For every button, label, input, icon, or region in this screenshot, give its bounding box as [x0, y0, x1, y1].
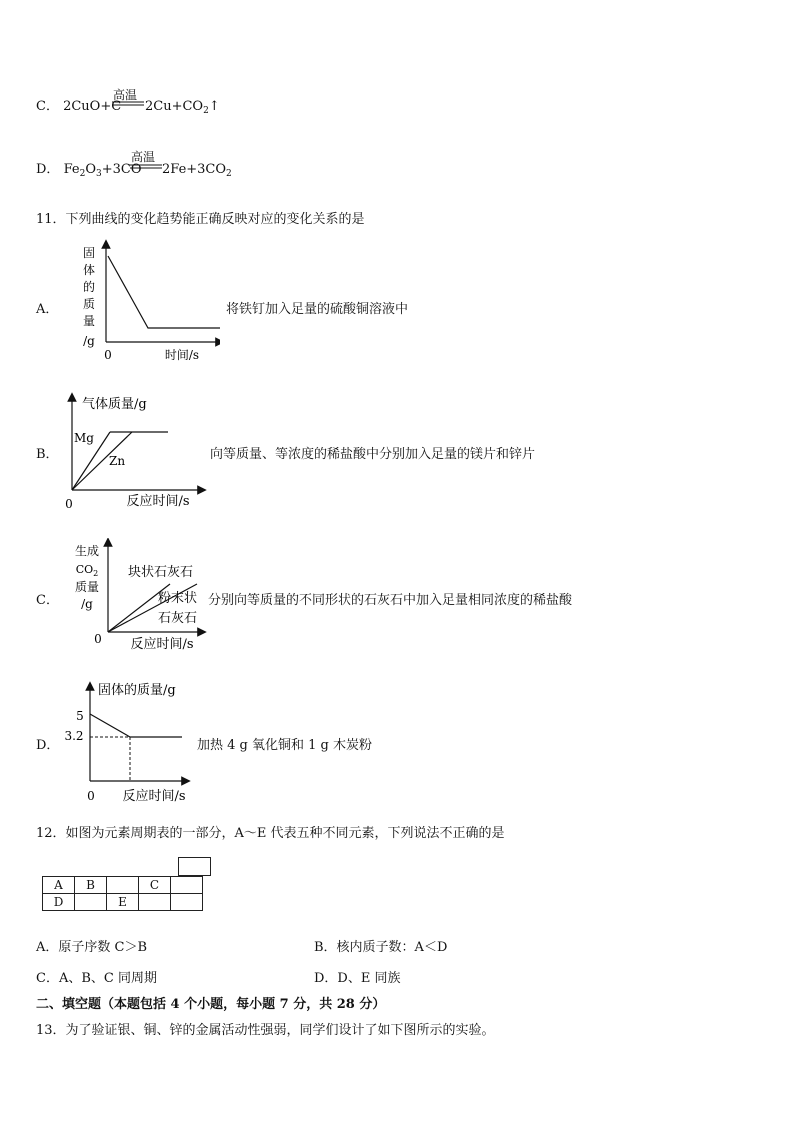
option-b-description: 向等质量、等浓度的稀盐酸中分别加入足量的镁片和锌片 — [210, 447, 536, 462]
option-c-description: 分别向等质量的不同形状的石灰石中加入足量相同浓度的稀盐酸 — [208, 593, 573, 608]
table-cell — [75, 894, 107, 911]
curve — [90, 714, 182, 737]
graph-c — [70, 538, 210, 654]
series-powder-label: 粉末状 — [158, 591, 198, 606]
series-mg-label: Mg — [74, 431, 94, 445]
y-label-char: 量 — [82, 314, 96, 328]
origin-label: 0 — [87, 789, 95, 803]
option-d-equation: D． $Fe_2O_3+3CO$ — [36, 162, 142, 179]
origin-label: 0 — [65, 497, 73, 511]
y-axis-label: 气体质量/g — [82, 397, 147, 412]
series-powder-label: 石灰石 — [158, 611, 198, 626]
series-lump-label: 块状石灰石 — [128, 565, 194, 580]
y-label-char: /g — [83, 334, 95, 348]
table-cell: D — [43, 894, 75, 911]
table-cell: C — [139, 877, 171, 894]
table-cell: E — [107, 894, 139, 911]
table-row — [43, 877, 203, 894]
y-label-char: 体 — [82, 263, 96, 277]
x-axis-label: 时间/s — [164, 348, 200, 362]
graph-d — [62, 680, 192, 806]
y-label-char: 的 — [82, 280, 96, 294]
y-tick-5: 5 — [76, 709, 84, 723]
origin-label: 0 — [94, 632, 102, 646]
q12-option-a: A．原子序数 C＞B — [36, 940, 148, 955]
reaction-condition: 高温 — [113, 88, 138, 102]
equals-sign — [112, 101, 144, 107]
periodic-table-top-cell — [178, 857, 212, 877]
periodic-table-fragment — [42, 876, 203, 911]
option-a-description: 将铁钉加入足量的硫酸铜溶液中 — [226, 302, 409, 317]
graph-a — [70, 238, 220, 368]
products: $2Cu+CO_2↑$ — [145, 99, 220, 116]
equals-sign — [130, 164, 162, 170]
q12-option-d: D．D、E 同族 — [314, 971, 401, 986]
option-a-letter: A． — [36, 302, 59, 317]
section-heading: 二、填空题（本题包括 4 个小题，每小题 7 分，共 28 分） — [36, 997, 386, 1012]
x-axis-label: 反应时间/s — [126, 494, 190, 509]
question-11-stem: 11．下列曲线的变化趋势能正确反映对应的变化关系的是 — [36, 212, 365, 227]
option-letter: C． — [36, 99, 59, 114]
option-letter: D． — [36, 162, 60, 177]
y-label-line: 生成 — [74, 544, 100, 558]
option-b-letter: B． — [36, 447, 59, 462]
table-cell — [107, 877, 139, 894]
option-d-letter: D． — [36, 738, 60, 753]
y-tick-3-2: 3.2 — [64, 729, 84, 743]
table-cell: B — [75, 877, 107, 894]
origin-label: 0 — [104, 348, 112, 362]
y-axis-label: 固体的质量/g — [98, 683, 176, 698]
y-label-line: $CO_2$ — [75, 563, 99, 578]
series-zn-label: Zn — [109, 454, 126, 468]
question-12-stem: 12．如图为元素周期表的一部分，A～E 代表五种不同元素，下列说法不正确的是 — [36, 826, 505, 841]
products: $2Fe+3CO_2$ — [162, 162, 232, 179]
x-axis-label: 反应时间/s — [130, 637, 194, 652]
option-c-equation — [36, 99, 121, 115]
reactants: 2CuO+C — [63, 99, 122, 114]
table-cell — [139, 894, 171, 911]
table-cell: A — [43, 877, 75, 894]
q12-option-c: C．A、B、C 同周期 — [36, 971, 157, 986]
table-row — [43, 894, 203, 911]
option-c-letter: C． — [36, 593, 59, 608]
table-cell — [171, 877, 203, 894]
y-label-line: /g — [81, 597, 93, 611]
table-cell — [171, 894, 203, 911]
option-d-description: 加热 4 g 氧化铜和 1 g 木炭粉 — [197, 738, 372, 753]
question-13-stem: 13．为了验证银、铜、锌的金属活动性强弱，同学们设计了如下图所示的实验。 — [36, 1023, 495, 1038]
curve — [108, 256, 220, 328]
y-label-char: 质 — [82, 297, 96, 311]
q12-option-b: B．核内质子数：A＜D — [314, 940, 448, 955]
graph-b — [60, 392, 210, 514]
x-axis-label: 反应时间/s — [122, 789, 186, 804]
y-label-line: 质量 — [74, 580, 100, 594]
reaction-condition: 高温 — [131, 150, 156, 164]
y-label-char: 固 — [82, 246, 96, 260]
